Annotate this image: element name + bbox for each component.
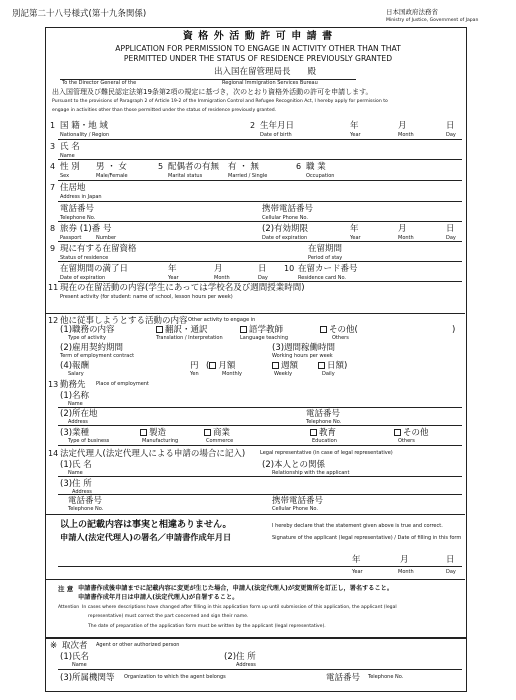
ministry-jp: 日本国政府法務省 xyxy=(386,8,438,16)
agent-addr: (2)住 所 xyxy=(224,652,256,662)
opt3-label: その他( xyxy=(329,325,358,335)
sex-options-en: Male/Female xyxy=(96,173,128,179)
s12-weekly-en: Weekly xyxy=(274,371,293,377)
b2-label: 商業 xyxy=(213,428,231,438)
s12-daily-en: Daily xyxy=(322,371,335,377)
s12-contract-en: Term of employment contract xyxy=(60,353,135,359)
f7-cell-en: Cellular Phone No. xyxy=(262,215,308,221)
daily-checkbox[interactable] xyxy=(318,362,325,369)
agent-mark: ※ xyxy=(50,641,58,651)
attention-label-en: Attention xyxy=(58,605,80,610)
line-f9 xyxy=(58,261,462,262)
line-f3 xyxy=(58,159,462,160)
line-agent-name xyxy=(58,669,462,670)
f2-num: 2 xyxy=(250,121,256,130)
attention-label-jp: 注 意 xyxy=(58,585,74,593)
s14-name: (1)氏 名 xyxy=(60,460,92,470)
b1-checkbox[interactable] xyxy=(140,429,147,436)
s12-label: 他に従事しようとする活動の内容 xyxy=(60,316,188,326)
f2-year: 年 xyxy=(350,121,359,131)
f9-period: 在留期間 xyxy=(308,244,343,254)
attention-en-1: In cases where descriptions have changed after filling in this application form up until submission of this application, the applicant (legal xyxy=(82,605,397,610)
s12-weekly[interactable] xyxy=(272,362,298,371)
line-s14-addr xyxy=(58,494,462,495)
title-en-1: APPLICATION FOR PERMISSION TO ENGAGE IN ACTIVITY OTHER THAN THAT xyxy=(115,44,401,53)
f8-en-a: Passport xyxy=(60,235,82,241)
f11-num: 11 xyxy=(48,283,59,292)
intro-en-1: Pursuant to the provisions of Paragraph 2 of Article 19-2 of the Immigration Control and Refugee Recognition Act, I hereby apply for permission to xyxy=(52,99,388,104)
agent-tel: 電話番号 xyxy=(326,673,361,683)
s12-opt1[interactable] xyxy=(156,326,208,335)
f11-en: Present activity (for student: name of school, lesson hours per week) xyxy=(60,294,233,300)
f9-month: 月 xyxy=(214,264,223,274)
f2-label: 生年月日 xyxy=(260,121,295,131)
f7-en: Address in Japan xyxy=(60,194,102,200)
f6-num: 6 xyxy=(296,162,302,171)
f8-day: 日 xyxy=(446,224,455,234)
f8-en-b: Number xyxy=(96,235,117,241)
s14-rel: (2)本人との関係 xyxy=(262,460,326,470)
declaration-en-1: I hereby declare that the statement given above is true and correct. xyxy=(272,523,443,529)
form-id xyxy=(12,10,146,19)
s13-b4-en: Others xyxy=(398,438,415,444)
weekly-label: 週額 xyxy=(281,361,299,371)
s12-hours: (3)週間稼働時間 xyxy=(272,343,336,353)
f8-label: 旅券 (1)番 号 xyxy=(60,224,112,234)
declaration-jp-2: 申請人(法定代理人)の署名／申請書作成年月日 xyxy=(60,532,232,542)
s14-cell: 携帯電話番号 xyxy=(272,496,324,506)
f9-day: 日 xyxy=(258,264,267,274)
f9-exp: 在留期間の満了日 xyxy=(60,264,129,274)
s13-label: 勤務先 xyxy=(60,380,86,390)
ministry-en: Ministry of Justice, Government of Japan xyxy=(386,18,479,23)
s12-daily[interactable] xyxy=(318,362,347,371)
s12-type-en: Type of activity xyxy=(68,335,106,341)
s13-b3[interactable] xyxy=(310,429,336,438)
f9-exp-en: Date of expiration xyxy=(60,275,106,281)
f1-num: 1 xyxy=(50,121,56,130)
f11-label: 現在の在留活動の内容(学生にあっては学校名及び週間授業時間) xyxy=(60,283,305,293)
s12-num: 12 xyxy=(48,316,59,325)
s14-addr-en: Address xyxy=(72,489,92,495)
s12-hours-en: Working hours per week xyxy=(272,353,333,359)
f8-month-en: Month xyxy=(398,235,414,241)
sex-options[interactable]: 男 ・ 女 xyxy=(96,162,127,172)
s13-addr-en: Address xyxy=(68,419,88,425)
f6-label: 職 業 xyxy=(306,162,326,172)
b4-label: その他 xyxy=(403,428,429,438)
line-f11 xyxy=(46,313,465,314)
s12-opt3-close: ) xyxy=(452,325,456,335)
monthly-label: 月額 xyxy=(218,361,236,371)
attention-jp-1: 申請書作成後申請までに記載内容に変更が生じた場合，申請人(法定代理人)が変更箇所を訂正し，署名すること。 xyxy=(78,585,394,592)
b3-label: 教育 xyxy=(319,428,337,438)
b3-checkbox[interactable] xyxy=(310,429,317,436)
s13-b2[interactable] xyxy=(204,429,230,438)
declaration-jp-1: 以上の記載内容は事実と相違ありません。 xyxy=(60,520,232,530)
decl-month-en: Month xyxy=(398,569,414,575)
decl-day: 日 xyxy=(446,555,455,565)
f9-num: 9 xyxy=(50,244,56,253)
daily-label: 日額 xyxy=(327,361,345,371)
decl-day-en: Day xyxy=(446,569,456,575)
line-s14-name xyxy=(58,476,462,477)
addressee-en-right: Regional Immigration Services Bureau xyxy=(222,80,318,86)
line-s13-name xyxy=(58,407,462,408)
f9-month-en: Month xyxy=(214,275,230,281)
s13-biz: (3)業種 xyxy=(60,428,90,438)
s12-contract: (2)雇用契約期間 xyxy=(60,343,124,353)
line-declaration-end xyxy=(46,579,465,580)
f8-year-en: Year xyxy=(350,235,361,241)
f1-en: Nationality / Region xyxy=(60,132,110,138)
decl-year-en: Year xyxy=(352,569,363,575)
attention-en-2: representative) must correct the part concerned and sign their name. xyxy=(88,614,249,619)
f9-day-en: Day xyxy=(258,275,268,281)
f8-day-en: Day xyxy=(446,235,456,241)
agent-addr-en: Address xyxy=(236,662,256,668)
f4-label: 性 別 xyxy=(60,162,80,172)
title-en-2: PERMITTED UNDER THE STATUS OF RESIDENCE PREVIOUSLY GRANTED xyxy=(123,54,393,63)
f10-num: 10 xyxy=(284,264,295,273)
marital-options-en: Married / Single xyxy=(228,173,268,179)
monthly-checkbox[interactable] xyxy=(209,362,216,369)
agent-org: (3)所属機関等 xyxy=(60,673,115,683)
f5-num: 5 xyxy=(158,162,164,171)
s14-tel-en: Telephone No. xyxy=(68,506,104,512)
f9-year: 年 xyxy=(168,264,177,274)
opt2-label: 語学教師 xyxy=(249,325,284,335)
s13-b4[interactable] xyxy=(394,429,429,438)
intro-en-2: engage in activities other than those permitted under the status of residence previously granted. xyxy=(52,108,277,113)
s14-addr: (3)住 所 xyxy=(60,479,92,489)
line-f4 xyxy=(58,180,462,181)
f1-label: 国 籍・地 域 xyxy=(60,121,108,131)
agent-tel-en: Telephone No. xyxy=(368,674,404,680)
f8-exp: (2)有効期限 xyxy=(262,224,309,234)
s14-cell-en: Cellular Phone No. xyxy=(272,506,318,512)
s12-en: Other activity to engage in xyxy=(188,317,256,323)
f2-month-en: Month xyxy=(398,132,414,138)
f9-en: Status of residence xyxy=(60,255,109,261)
f2-month: 月 xyxy=(398,121,407,131)
decl-month: 月 xyxy=(400,555,409,565)
s13-addr: (2)所在地 xyxy=(60,409,98,419)
f8-num: 8 xyxy=(50,224,56,233)
attention-en-3: The date of preparation of the application form must be written by the applicant (legal representative). xyxy=(88,624,326,629)
f7-label: 住居地 xyxy=(60,183,86,193)
f6-en: Occupation xyxy=(306,173,335,179)
f4-num: 4 xyxy=(50,162,56,171)
line-s13-addr xyxy=(58,425,462,426)
s13-b1-en: Manufacturing xyxy=(142,438,179,444)
f7-tel-en: Telephone No. xyxy=(60,215,96,221)
s13-b1[interactable] xyxy=(140,429,166,438)
line-f1 xyxy=(58,139,462,140)
declaration-en-2: Signature of the applicant (legal representative) / Date of filling in this form xyxy=(272,535,462,541)
s13-en: Place of employment xyxy=(96,381,149,387)
s12-type: (1)職務の内容 xyxy=(60,325,115,335)
s12-opt2-en: Language teaching xyxy=(240,335,289,341)
f3-label: 氏 名 xyxy=(60,142,80,152)
s12-opt1-en: Translation / Interpretation xyxy=(156,335,223,341)
s12-yen: 円 xyxy=(190,361,199,371)
s14-num: 14 xyxy=(48,449,59,458)
s13-tel-en: Telephone No. xyxy=(306,419,342,425)
s13-num: 13 xyxy=(48,380,59,389)
line-f7b xyxy=(58,221,462,222)
s14-tel: 電話番号 xyxy=(68,496,103,506)
line-f7 xyxy=(58,201,462,202)
f8-exp-en: Date of expiration xyxy=(262,235,308,241)
title-jp: 資 格 外 活 動 許 可 申 請 書 xyxy=(182,31,334,42)
f10-label: 在留カード番号 xyxy=(298,264,358,274)
f2-day-en: Day xyxy=(446,132,456,138)
s13-tel: 電話番号 xyxy=(306,409,341,419)
s13-name: (1)名称 xyxy=(60,391,90,401)
decl-year: 年 xyxy=(352,555,361,565)
agent-name-en: Name xyxy=(72,662,87,668)
f2-en: Date of birth xyxy=(260,132,292,138)
s13-name-en: Name xyxy=(68,401,83,407)
weekly-checkbox[interactable] xyxy=(272,362,279,369)
f10-en: Residence card No. xyxy=(298,275,346,281)
s13-b2-en: Commerce xyxy=(206,438,234,444)
f2-day: 日 xyxy=(446,121,455,131)
daily-close: ) xyxy=(344,361,348,371)
s14-en: Legal representative (in case of legal representative) xyxy=(260,450,393,456)
agent-en: Agent or other authorized person xyxy=(96,642,180,648)
s12-salary-en: Salary xyxy=(68,371,84,377)
s12-salary: (4)報酬 xyxy=(60,361,90,371)
intro-jp: 出入国管理及び難民認定法第19条第2項の規定に基づき，次のとおり資格外活動の許可を申請します。 xyxy=(52,88,373,96)
line-f8 xyxy=(58,241,462,242)
s12-opt3-en: Others xyxy=(332,335,349,341)
agent-name: (1)氏名 xyxy=(60,652,90,662)
f5-label: 配偶者の有無 xyxy=(168,162,220,172)
f3-en: Name xyxy=(60,153,75,159)
s12-opt2[interactable] xyxy=(240,326,283,335)
s12-monthly-en: Monthly xyxy=(222,371,243,377)
b1-label: 製造 xyxy=(149,428,167,438)
form-id-text: 別記第二十八号様式 xyxy=(12,9,89,19)
s14-rel-en: Relationship with the applicant xyxy=(272,470,350,476)
f7-num: 7 xyxy=(50,183,56,192)
s14-name-en: Name xyxy=(68,470,83,476)
marital-options[interactable]: 有 ・ 無 xyxy=(228,162,259,172)
attention-jp-2: 申請書作成年月日は申請人(法定代理人)が自署すること。 xyxy=(78,594,239,601)
f4-en: Sex xyxy=(60,173,70,179)
s13-b3-en: Education xyxy=(312,438,337,444)
agent-label: 取次者 xyxy=(62,641,88,651)
f8-year: 年 xyxy=(350,224,359,234)
s12-monthly[interactable]: ( 月額 xyxy=(206,361,236,371)
opt2-checkbox[interactable] xyxy=(240,326,247,333)
f3-num: 3 xyxy=(50,142,56,151)
f7-cell: 携帯電話番号 xyxy=(262,204,314,214)
opt3-checkbox[interactable] xyxy=(320,326,327,333)
addressee-jp: 出入国在留管理局長 殿 xyxy=(214,67,317,77)
line-s14-end xyxy=(46,514,465,515)
f2-year-en: Year xyxy=(350,132,361,138)
addressee-line xyxy=(60,79,356,80)
agent-org-en: Organization to which the agent belongs xyxy=(124,674,226,680)
b2-checkbox[interactable] xyxy=(204,429,211,436)
f5-en: Marital status xyxy=(168,173,203,179)
f9-period-en: Period of stay xyxy=(308,255,343,261)
f9-label: 現に有する在留資格 xyxy=(60,244,137,254)
s12-yen-en: Yen xyxy=(190,371,199,377)
opt1-label: 翻訳・通訳 xyxy=(165,325,208,335)
line-f10 xyxy=(58,281,462,282)
f7-tel: 電話番号 xyxy=(60,204,95,214)
s14-label: 法定代理人(法定代理人による申請の場合に記入) xyxy=(60,449,246,459)
signature-line[interactable] xyxy=(58,566,462,567)
b4-checkbox[interactable] xyxy=(394,429,401,436)
form-note: (第十九条関係) xyxy=(88,9,147,19)
f8-month: 月 xyxy=(398,224,407,234)
s13-biz-en: Type of business xyxy=(68,438,110,444)
addressee-en-left: To the Director General of the xyxy=(62,80,137,86)
s12-opt3[interactable] xyxy=(320,326,358,335)
f9-year-en: Year xyxy=(168,275,179,281)
opt1-checkbox[interactable] xyxy=(156,326,163,333)
line-s13-biz xyxy=(58,445,462,446)
